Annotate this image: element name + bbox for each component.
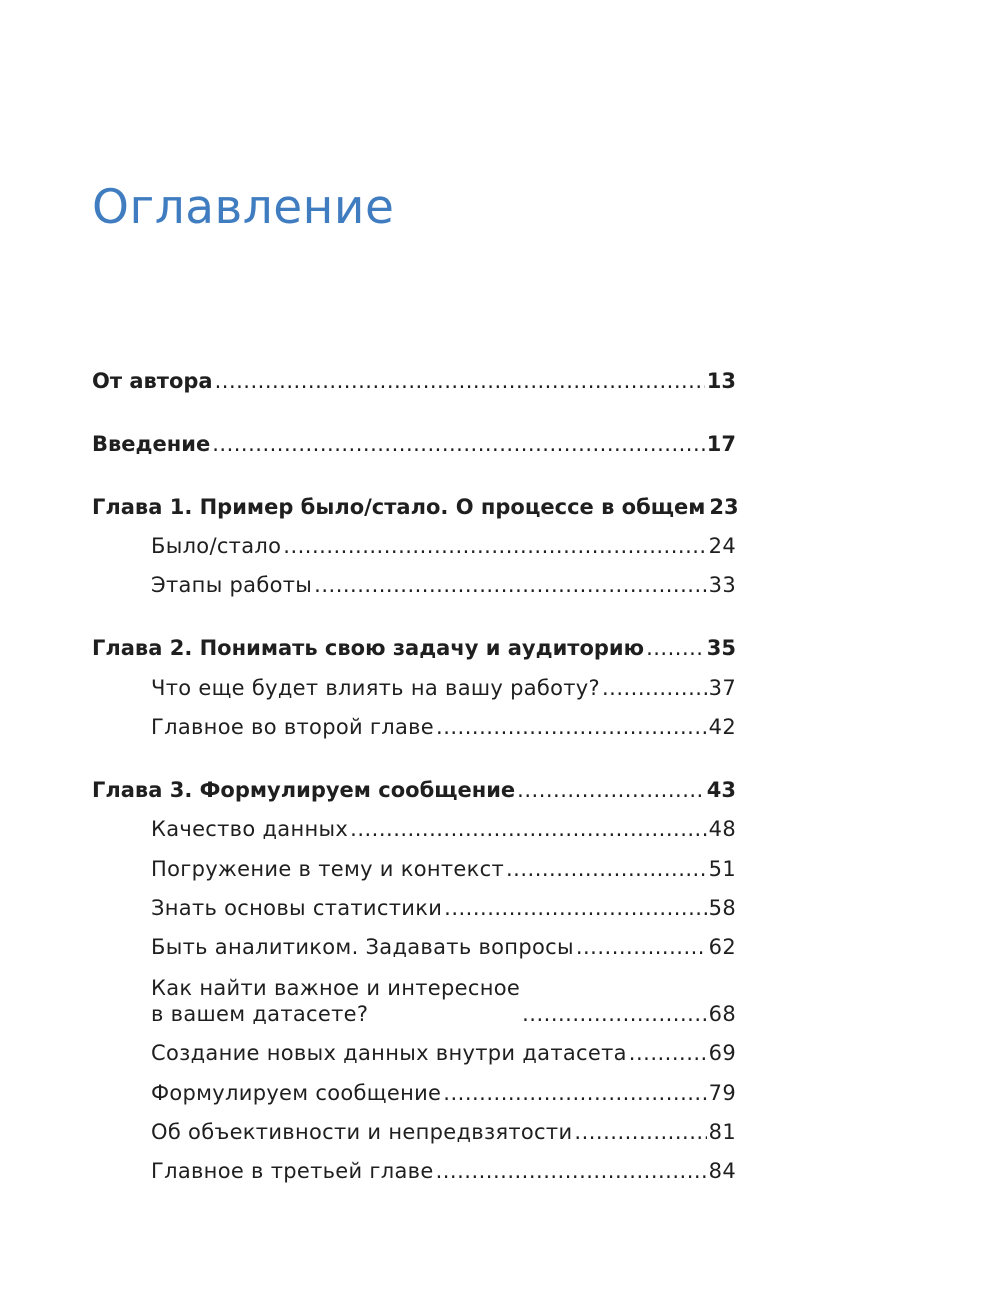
toc-entry-title <box>151 895 442 921</box>
toc-entry-title-line: в вашем датасете? <box>151 1002 369 1026</box>
toc-dot-leader <box>215 368 705 394</box>
toc-page-number: 84 <box>708 1159 736 1183</box>
toc-entry-title <box>151 1040 627 1066</box>
toc-entry-title <box>92 777 515 803</box>
toc-entry-title-line: Введение <box>92 432 211 456</box>
toc-entry-title <box>151 816 348 842</box>
toc-dot-leader <box>602 675 707 701</box>
toc-entry-title-line: Глава 1. Пример было/стало. О процессе в общем <box>92 495 706 519</box>
toc-dot-leader <box>574 1119 706 1145</box>
toc-entry-title-line: Создание новых данных внутри датасета <box>151 1041 627 1065</box>
toc-entry-title <box>151 856 504 882</box>
toc-dot-leader <box>436 714 707 740</box>
toc-dot-leader <box>522 1001 707 1027</box>
toc-section-entry[interactable] <box>151 895 736 921</box>
toc-entry-title <box>151 934 574 960</box>
toc-dot-leader <box>314 572 707 598</box>
toc-chapter-entry[interactable] <box>92 635 736 661</box>
toc-entry-title <box>151 675 600 701</box>
toc-page-number: 23 <box>709 495 739 519</box>
toc-entry-title-line: Глава 2. Понимать свою задачу и аудиторию <box>92 636 645 660</box>
toc-entry-title-line: Как найти важное и интересное <box>151 976 521 1000</box>
toc-entry-title-line: Главное во второй главе <box>151 715 435 739</box>
toc-entry-title <box>92 368 213 394</box>
toc-dot-leader <box>436 1158 707 1184</box>
toc-page-number: 58 <box>708 896 736 920</box>
toc-dot-leader <box>506 856 707 882</box>
toc-page-number: 48 <box>708 817 736 841</box>
toc-entry-title-line: От автора <box>92 369 213 393</box>
toc-section-entry[interactable] <box>151 975 736 1027</box>
toc-section-entry[interactable] <box>151 816 736 842</box>
toc-page-number: 35 <box>706 636 736 660</box>
toc-dot-leader <box>443 1080 706 1106</box>
toc-section-entry[interactable] <box>151 1080 736 1106</box>
toc-entry-title <box>151 1119 572 1145</box>
toc-dot-leader <box>212 431 705 457</box>
toc-entry-title-line: Качество данных <box>151 817 349 841</box>
toc-page-number: 13 <box>706 369 736 393</box>
toc-section-entry[interactable] <box>151 572 736 598</box>
toc-entry-title-line: Знать основы статистики <box>151 896 443 920</box>
toc-entry-title-line: Главное в третьей главе <box>151 1159 434 1183</box>
toc-entry-title-line: Погружение в тему и контекст <box>151 857 504 881</box>
toc-page-number: 62 <box>708 935 736 959</box>
toc-dot-leader <box>350 816 707 842</box>
toc-page-number: 42 <box>708 715 736 739</box>
toc-page-number: 69 <box>708 1041 736 1065</box>
toc-dot-leader <box>283 533 706 559</box>
toc-page-number: 68 <box>708 1002 736 1026</box>
toc-section-entry[interactable] <box>151 934 736 960</box>
toc-entry-title <box>92 494 705 520</box>
toc-entry-title-line: Глава 3. Формулируем сообщение <box>92 778 516 802</box>
toc-dot-leader <box>444 895 707 921</box>
toc-page-number: 33 <box>708 573 736 597</box>
toc-entry-title <box>92 431 210 457</box>
toc-chapter-entry[interactable] <box>92 431 736 457</box>
toc-entry-title-line: Этапы работы <box>151 573 313 597</box>
toc-page-number: 81 <box>708 1120 736 1144</box>
toc-page-number: 79 <box>708 1081 736 1105</box>
toc-entry-title <box>151 572 312 598</box>
toc-entry-title-line: Что еще будет влиять на вашу работу? <box>151 676 600 700</box>
toc-dot-leader <box>576 934 707 960</box>
toc-entry-title <box>151 714 434 740</box>
toc-dot-leader <box>646 635 705 661</box>
toc-section-entry[interactable] <box>151 856 736 882</box>
toc-section-entry[interactable] <box>151 1158 736 1184</box>
toc-chapter-entry[interactable] <box>92 368 736 394</box>
toc-entry-title-line: Быть аналитиком. Задавать вопросы <box>151 935 574 959</box>
toc-entry-title-line: Было/стало <box>151 534 282 558</box>
toc-page-number: 24 <box>708 534 736 558</box>
toc-entry-title <box>92 635 644 661</box>
toc-entry-title-line: Формулируем сообщение <box>151 1081 442 1105</box>
toc-entry-title <box>151 1158 434 1184</box>
page-title: Оглавление <box>92 180 395 235</box>
toc-page-number: 51 <box>708 857 736 881</box>
toc-entry-title-line: Об объективности и непредвзятости <box>151 1120 573 1144</box>
toc-chapter-entry[interactable] <box>92 777 736 803</box>
toc-section-entry[interactable] <box>151 714 736 740</box>
toc-page-number: 43 <box>706 778 736 802</box>
toc-section-entry[interactable] <box>151 1040 736 1066</box>
toc-page-number: 17 <box>706 432 736 456</box>
toc-dot-leader <box>629 1040 707 1066</box>
toc-entry-title <box>151 975 520 1027</box>
toc-dot-leader <box>517 777 705 803</box>
toc-page-number: 37 <box>708 676 736 700</box>
toc-section-entry[interactable] <box>151 1119 736 1145</box>
toc-entry-title <box>151 1080 441 1106</box>
toc-section-entry[interactable] <box>151 533 736 559</box>
toc-entry-title <box>151 533 281 559</box>
toc-section-entry[interactable] <box>151 675 736 701</box>
toc-chapter-entry[interactable] <box>92 494 739 520</box>
